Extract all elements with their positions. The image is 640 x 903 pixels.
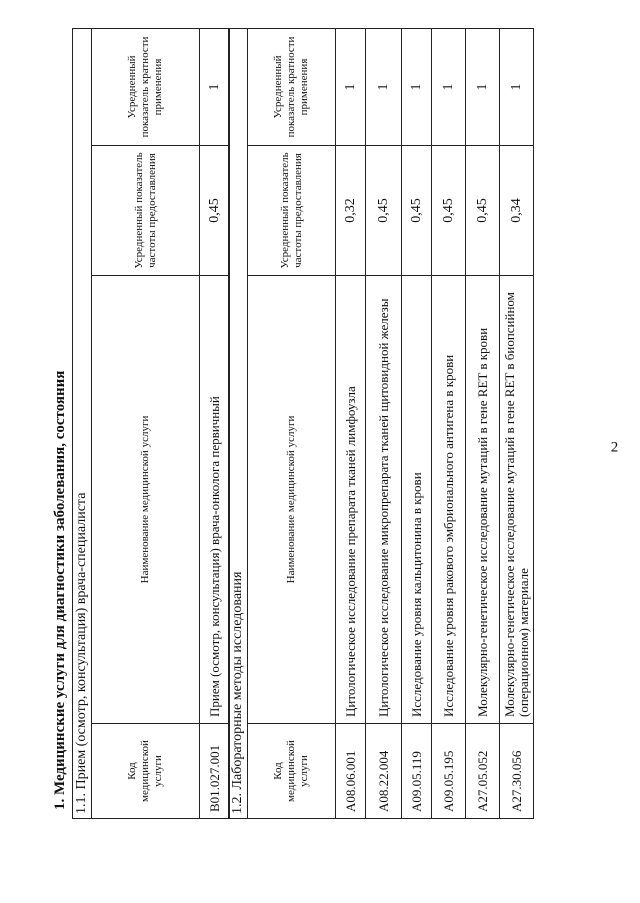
cell-frequency: 0,45 xyxy=(432,146,466,276)
cell-code: A09.05.195 xyxy=(432,724,466,819)
cell-frequency: 0,45 xyxy=(466,146,500,276)
table-row xyxy=(500,28,534,818)
cell-name: Исследование уровня ракового эмбрионального антигена в крови xyxy=(432,276,466,724)
cell-multiplicity: 1 xyxy=(466,28,500,145)
table-caption: 1.1. Прием (осмотр, консультация) врача-специалиста xyxy=(73,28,92,818)
table-lab-methods xyxy=(228,28,534,819)
table-row xyxy=(432,28,466,818)
cell-frequency: 0,45 xyxy=(402,146,432,276)
cell-code: A09.05.119 xyxy=(402,724,432,819)
cell-multiplicity: 1 xyxy=(402,28,432,145)
table-specialist-visits xyxy=(72,28,230,819)
cell-multiplicity: 1 xyxy=(500,28,534,145)
column-header-frequency: Усредненный показатель частоты предоставления xyxy=(248,146,336,276)
cell-frequency: 0,34 xyxy=(500,146,534,276)
cell-name: Прием (осмотр, консультация) врача-онколога первичный xyxy=(200,276,230,724)
cell-multiplicity: 1 xyxy=(336,28,366,145)
section-heading: 1. Медицинские услуги для диагностики заболевания, состояния xyxy=(52,370,68,810)
cell-multiplicity: 1 xyxy=(366,28,402,145)
column-header-name: Наименование медицинской услуги xyxy=(248,276,336,724)
column-header-multiplicity: Усредненный показатель кратности применения xyxy=(248,28,336,145)
cell-multiplicity: 1 xyxy=(200,28,230,145)
column-header-code: Код медицинской услуги xyxy=(92,724,200,819)
table-row xyxy=(336,28,366,818)
cell-frequency: 0,32 xyxy=(336,146,366,276)
cell-frequency: 0,45 xyxy=(200,146,230,276)
table-row xyxy=(466,28,500,818)
cell-name: Цитологическое исследование микропрепарата тканей щитовидной железы xyxy=(366,276,402,724)
column-header-frequency: Усредненный показатель частоты предоставления xyxy=(92,146,200,276)
cell-frequency: 0,45 xyxy=(366,146,402,276)
cell-code: A08.22.004 xyxy=(366,724,402,819)
cell-name: Молекулярно-генетическое исследование мутаций в гене RET в крови xyxy=(466,276,500,724)
table-row xyxy=(200,28,230,818)
column-header-code: Код медицинской услуги xyxy=(248,724,336,819)
cell-code: A27.30.056 xyxy=(500,724,534,819)
cell-name: Цитологическое исследование препарата тканей лимфоузла xyxy=(336,276,366,724)
cell-name: Молекулярно-генетическое исследование мутаций в гене RET в биопсийном (операционном) материале xyxy=(500,276,534,724)
column-header-multiplicity: Усредненный показатель кратности применения xyxy=(92,28,200,145)
column-header-name: Наименование медицинской услуги xyxy=(92,276,200,724)
cell-code: A08.06.001 xyxy=(336,724,366,819)
table-caption: 1.2. Лабораторные методы исследования xyxy=(229,28,248,818)
table-row xyxy=(402,28,432,818)
page-number: 2 xyxy=(610,439,619,456)
table-row xyxy=(366,28,402,818)
cell-name: Исследование уровня кальцитонина в крови xyxy=(402,276,432,724)
cell-code: B01.027.001 xyxy=(200,724,230,819)
cell-multiplicity: 1 xyxy=(432,28,466,145)
cell-code: A27.05.052 xyxy=(466,724,500,819)
